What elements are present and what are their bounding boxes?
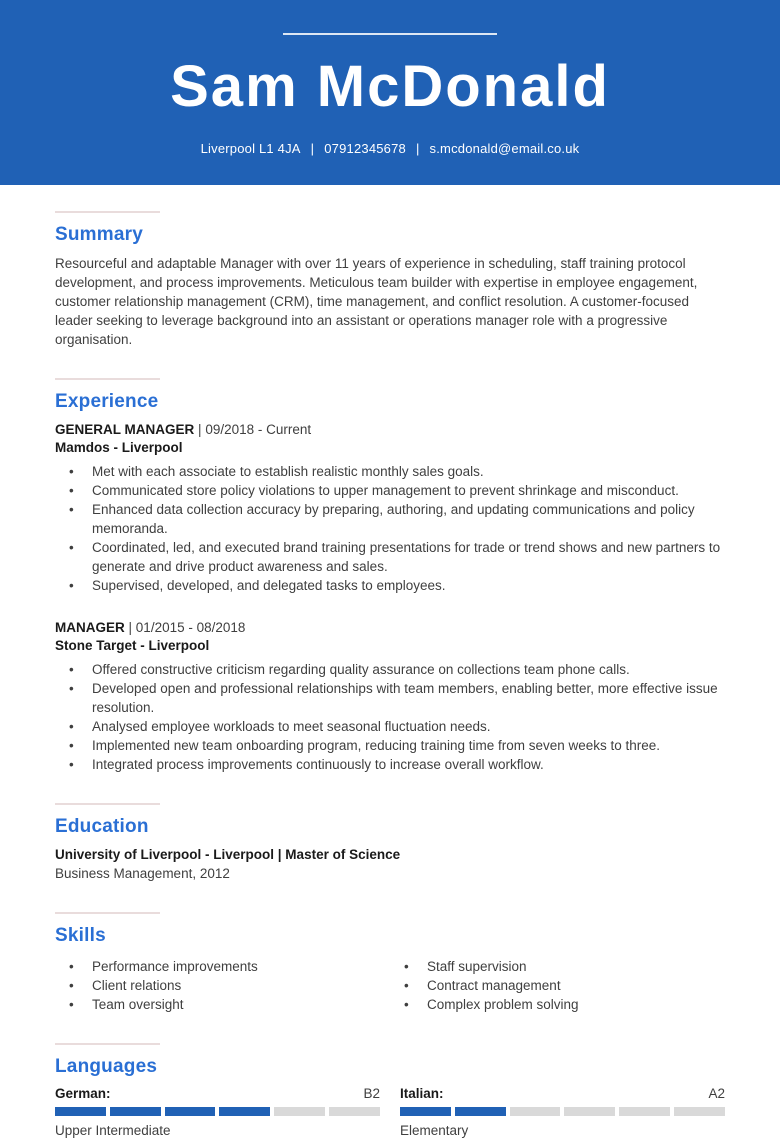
job-entry bbox=[55, 619, 725, 774]
section-title-education: Education bbox=[55, 816, 149, 837]
contact-separator: | bbox=[415, 141, 420, 156]
skills-column-right bbox=[390, 957, 725, 1014]
job-separator: | bbox=[198, 422, 202, 437]
header-banner bbox=[0, 0, 780, 185]
bar-segment bbox=[564, 1107, 615, 1116]
language-proficiency-label: Elementary bbox=[400, 1123, 469, 1138]
contact-email: s.mcdonald@email.co.uk bbox=[429, 141, 580, 156]
bullet-item: • Coordinated, led, and executed brand training presentations for trade or trend shows and new partners to generate and drive product awareness and sales. bbox=[55, 538, 725, 576]
candidate-name: Sam McDonald bbox=[170, 54, 610, 119]
skill-item: • Client relations bbox=[55, 976, 390, 995]
bar-segment bbox=[55, 1107, 106, 1116]
bullet-item: • Communicated store policy violations to upper management to prevent shrinkage and misconduct. bbox=[55, 481, 725, 500]
contact-separator: | bbox=[310, 141, 315, 156]
skills-columns bbox=[55, 955, 725, 1014]
bar-segment bbox=[274, 1107, 325, 1116]
section-divider bbox=[55, 803, 160, 805]
language-level-badge: B2 bbox=[363, 1086, 380, 1101]
bar-segment bbox=[674, 1107, 725, 1116]
bar-segment bbox=[219, 1107, 270, 1116]
language-proficiency-label: Upper Intermediate bbox=[55, 1123, 171, 1138]
bullet-item: • Met with each associate to establish realistic monthly sales goals. bbox=[55, 462, 725, 481]
bullet-item: • Analysed employee workloads to meet seasonal fluctuation needs. bbox=[55, 717, 725, 736]
bar-segment bbox=[619, 1107, 670, 1116]
bar-segment bbox=[510, 1107, 561, 1116]
skills-column-left bbox=[55, 957, 390, 1014]
bullet-item: • Supervised, developed, and delegated tasks to employees. bbox=[55, 576, 725, 595]
language-item-italian bbox=[400, 1086, 725, 1138]
job-company: Mamdos - Liverpool bbox=[55, 440, 183, 455]
bullet-item: • Developed open and professional relationships with team members, enabling better, more effective issue resolution. bbox=[55, 679, 725, 717]
job-entry bbox=[55, 421, 725, 595]
bullet-item: • Enhanced data collection accuracy by preparing, authoring, and updating communications and policy memoranda. bbox=[55, 500, 725, 538]
contact-location: Liverpool L1 4JA bbox=[200, 141, 301, 156]
job-dates: 09/2018 - Current bbox=[205, 422, 312, 437]
job-title: MANAGER bbox=[55, 620, 125, 635]
skill-item: • Complex problem solving bbox=[390, 995, 725, 1014]
language-header bbox=[400, 1086, 725, 1101]
skill-item: • Performance improvements bbox=[55, 957, 390, 976]
section-title-skills: Skills bbox=[55, 925, 106, 946]
job-header bbox=[55, 619, 725, 637]
job-bullets bbox=[55, 462, 725, 595]
resume-body bbox=[0, 185, 780, 1138]
language-level-badge: A2 bbox=[708, 1086, 725, 1101]
job-separator: | bbox=[128, 620, 133, 635]
contact-line bbox=[0, 141, 780, 156]
section-title-experience: Experience bbox=[55, 391, 159, 412]
language-name: Italian: bbox=[400, 1086, 444, 1101]
section-experience bbox=[55, 378, 725, 774]
bar-segment bbox=[400, 1107, 451, 1116]
section-divider bbox=[55, 211, 160, 213]
skill-item: • Team oversight bbox=[55, 995, 390, 1014]
contact-phone: 07912345678 bbox=[324, 141, 406, 156]
section-summary bbox=[55, 211, 725, 349]
header-accent-line bbox=[283, 33, 497, 35]
section-languages bbox=[55, 1043, 725, 1138]
section-divider bbox=[55, 378, 160, 380]
section-skills bbox=[55, 912, 725, 1014]
section-title-summary: Summary bbox=[55, 224, 143, 245]
summary-text: Resourceful and adaptable Manager with over 11 years of experience in scheduling, staff training protocol development, and process improvements. Meticulous team builder with expertise in employee engagement, customer relationship management (CRM), time management, and conflict resolution. A customer-focused leader seeking to leverage background into an assistant or operations manager role with a progressive organisation. bbox=[55, 256, 698, 347]
bar-segment bbox=[455, 1107, 506, 1116]
job-title: GENERAL MANAGER bbox=[55, 422, 195, 437]
language-progress-bar bbox=[400, 1107, 725, 1116]
job-dates: 01/2015 - 08/2018 bbox=[135, 620, 246, 635]
section-divider bbox=[55, 1043, 160, 1045]
section-title-languages: Languages bbox=[55, 1056, 158, 1077]
section-education bbox=[55, 803, 725, 883]
education-degree: Business Management, 2012 bbox=[55, 866, 230, 881]
job-company: Stone Target - Liverpool bbox=[55, 638, 210, 653]
section-divider bbox=[55, 912, 160, 914]
skill-item: • Contract management bbox=[390, 976, 725, 995]
language-name: German: bbox=[55, 1086, 111, 1101]
job-bullets bbox=[55, 660, 725, 774]
bar-segment bbox=[329, 1107, 380, 1116]
bullet-item: • Integrated process improvements continuously to increase overall workflow. bbox=[55, 755, 725, 774]
language-progress-bar bbox=[55, 1107, 380, 1116]
bar-segment bbox=[165, 1107, 216, 1116]
education-school: University of Liverpool - Liverpool | Master of Science bbox=[55, 847, 401, 862]
bar-segment bbox=[110, 1107, 161, 1116]
bullet-item: • Implemented new team onboarding program, reducing training time from seven weeks to three. bbox=[55, 736, 725, 755]
languages-row bbox=[55, 1086, 725, 1138]
skill-item: • Staff supervision bbox=[390, 957, 725, 976]
language-item-german bbox=[55, 1086, 380, 1138]
job-header bbox=[55, 421, 725, 439]
language-header bbox=[55, 1086, 380, 1101]
bullet-item: • Offered constructive criticism regarding quality assurance on collections team phone calls. bbox=[55, 660, 725, 679]
